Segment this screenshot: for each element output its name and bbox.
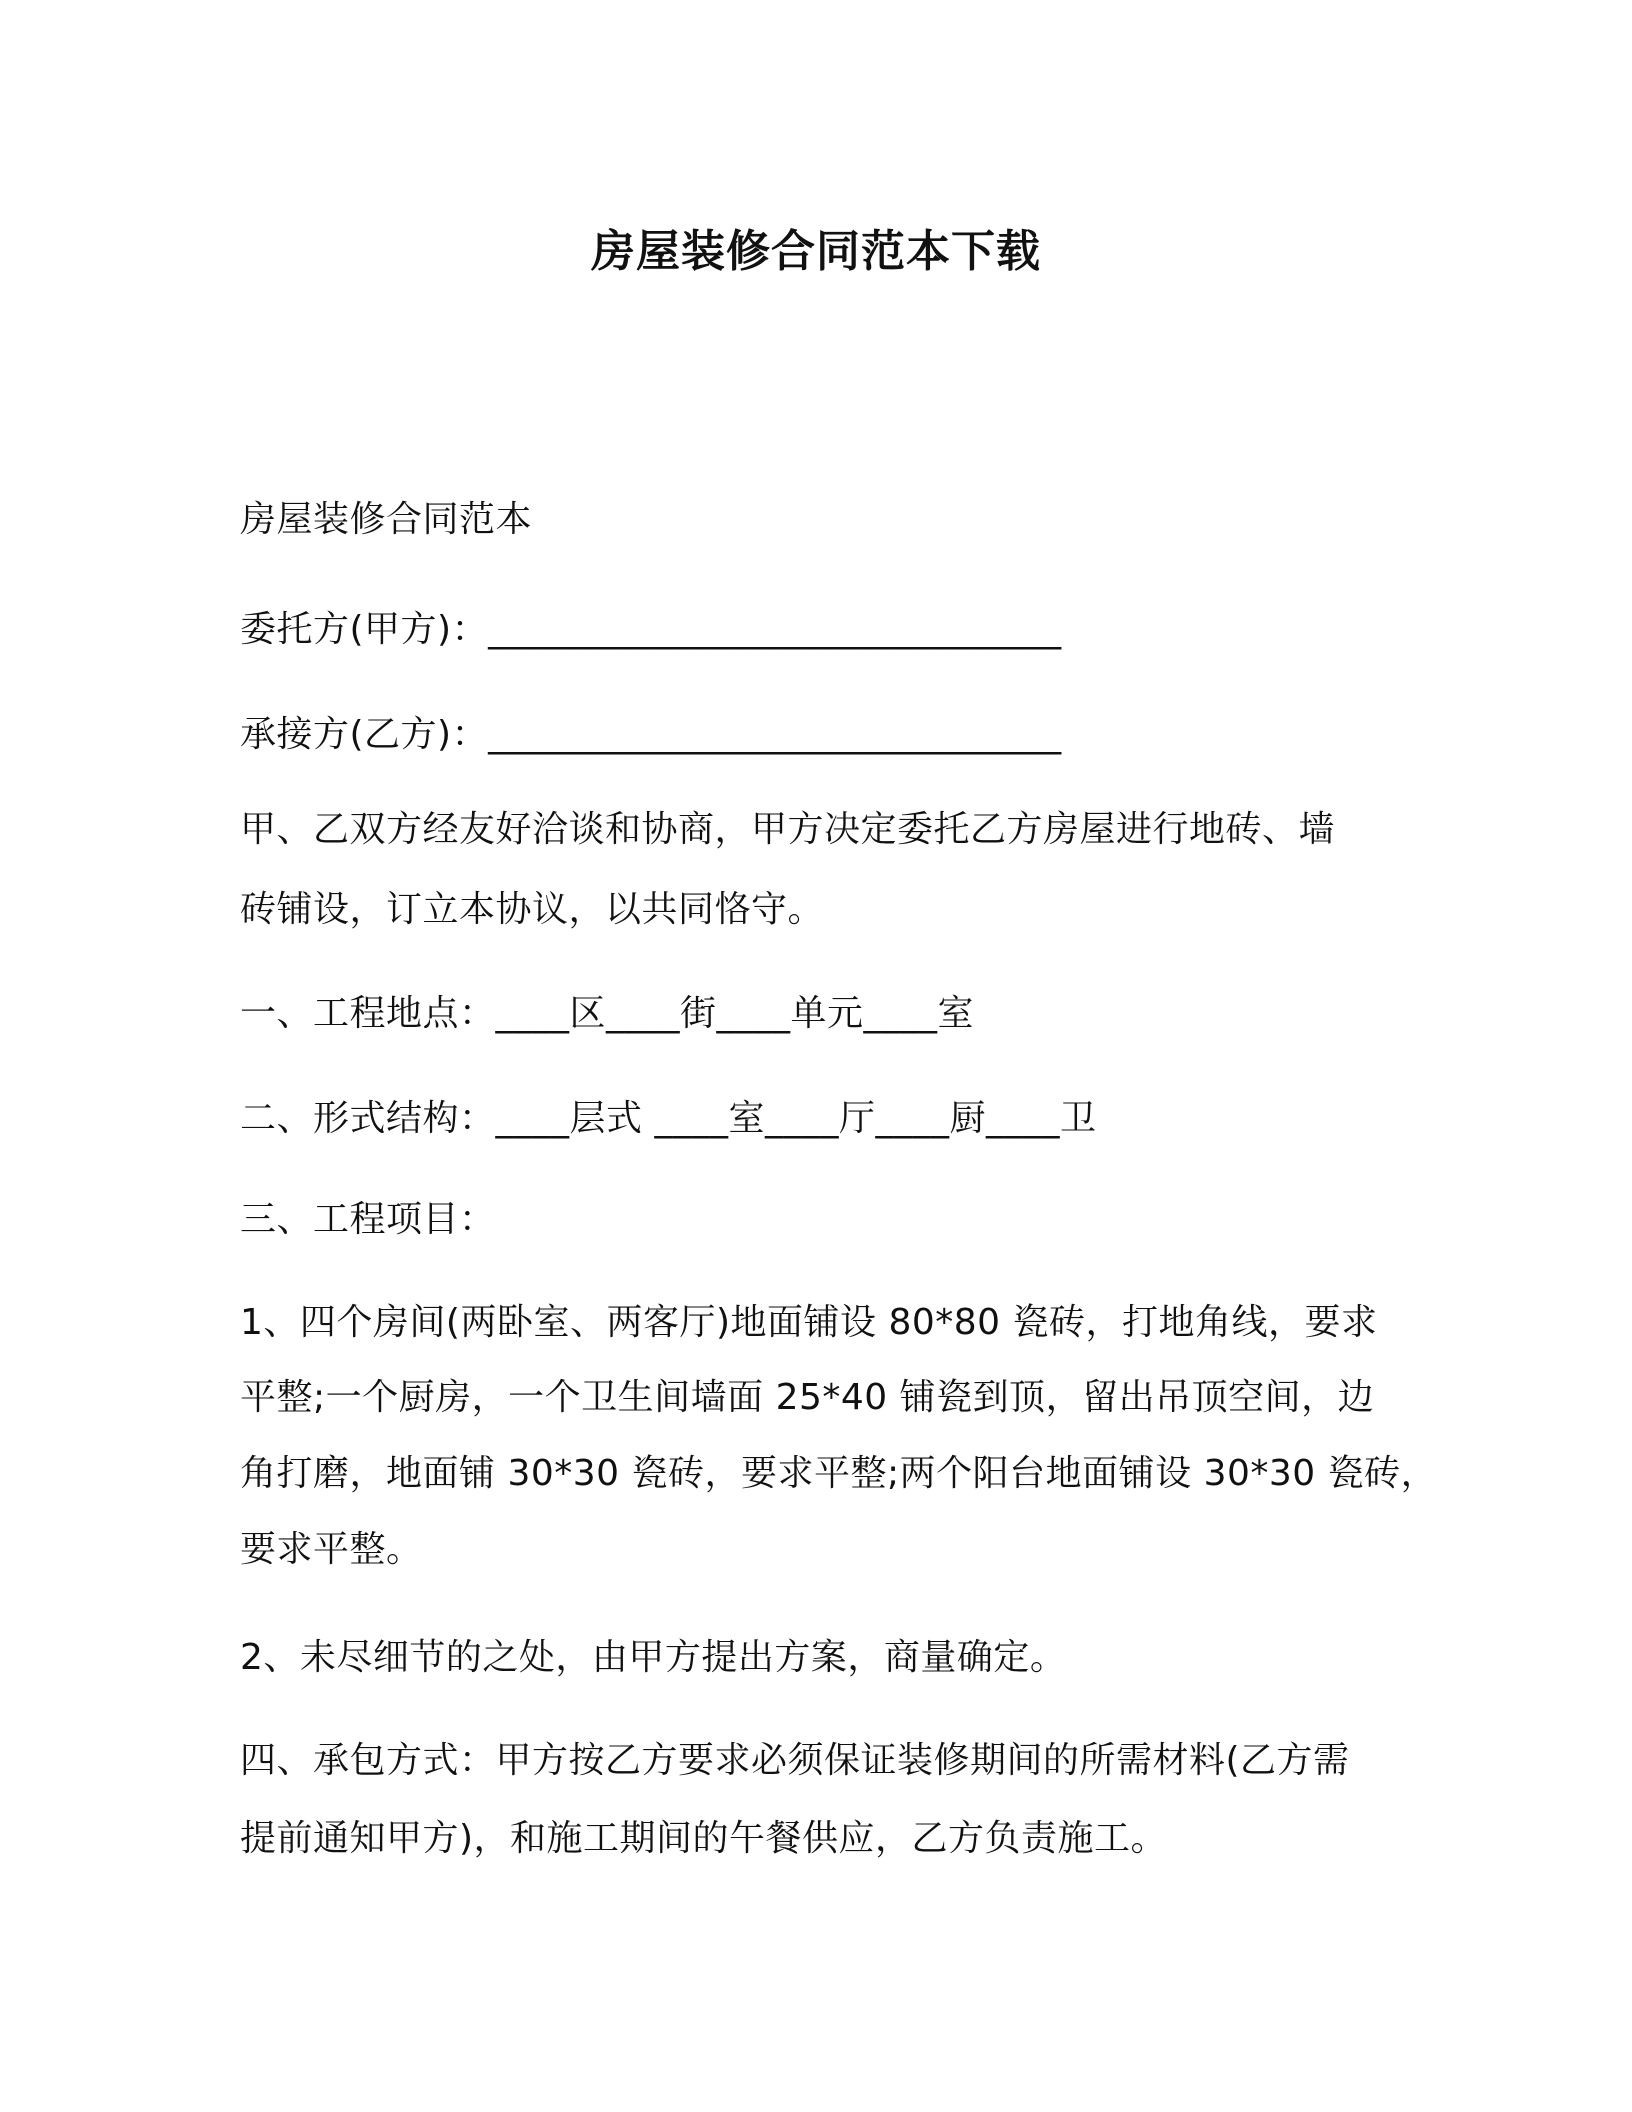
intro-line-1: 甲、乙双方经友好洽谈和协商，甲方决定委托乙方房屋进行地砖、墙 xyxy=(240,809,1336,850)
party-a-line: 委托方(甲方)：_______________________________ xyxy=(240,609,1062,650)
party-b-line: 承接方(乙方)：_______________________________ xyxy=(240,714,1062,755)
section-project: 三、工程项目： xyxy=(240,1199,496,1240)
item-1-line-4: 要求平整。 xyxy=(240,1529,423,1570)
document-title: 房屋装修合同范本下载 xyxy=(591,226,1041,277)
item-1-line-1: 1、四个房间(两卧室、两客厅)地面铺设 80*80 瓷砖，打地角线，要求 xyxy=(240,1302,1378,1343)
section-contract-method-line-1: 四、承包方式：甲方按乙方要求必须保证装修期间的所需材料(乙方需 xyxy=(240,1740,1350,1781)
section-location: 一、工程地点：____区____街____单元____室 xyxy=(240,993,975,1034)
intro-line-2: 砖铺设，订立本协议，以共同恪守。 xyxy=(240,889,825,930)
section-structure: 二、形式结构：____层式 ____室____厅____厨____卫 xyxy=(240,1098,1097,1139)
item-2: 2、未尽细节的之处，由甲方提出方案，商量确定。 xyxy=(240,1637,1067,1678)
contract-subtitle: 房屋装修合同范本 xyxy=(240,499,533,540)
item-1-line-2: 平整;一个厨房，一个卫生间墙面 25*40 铺瓷到顶，留出吊顶空间，边 xyxy=(240,1377,1375,1418)
item-1-line-3: 角打磨，地面铺 30*30 瓷砖，要求平整;两个阳台地面铺设 30*30 瓷砖， xyxy=(240,1453,1438,1494)
section-contract-method-line-2: 提前通知甲方)，和施工期间的午餐供应，乙方负责施工。 xyxy=(240,1818,1168,1859)
